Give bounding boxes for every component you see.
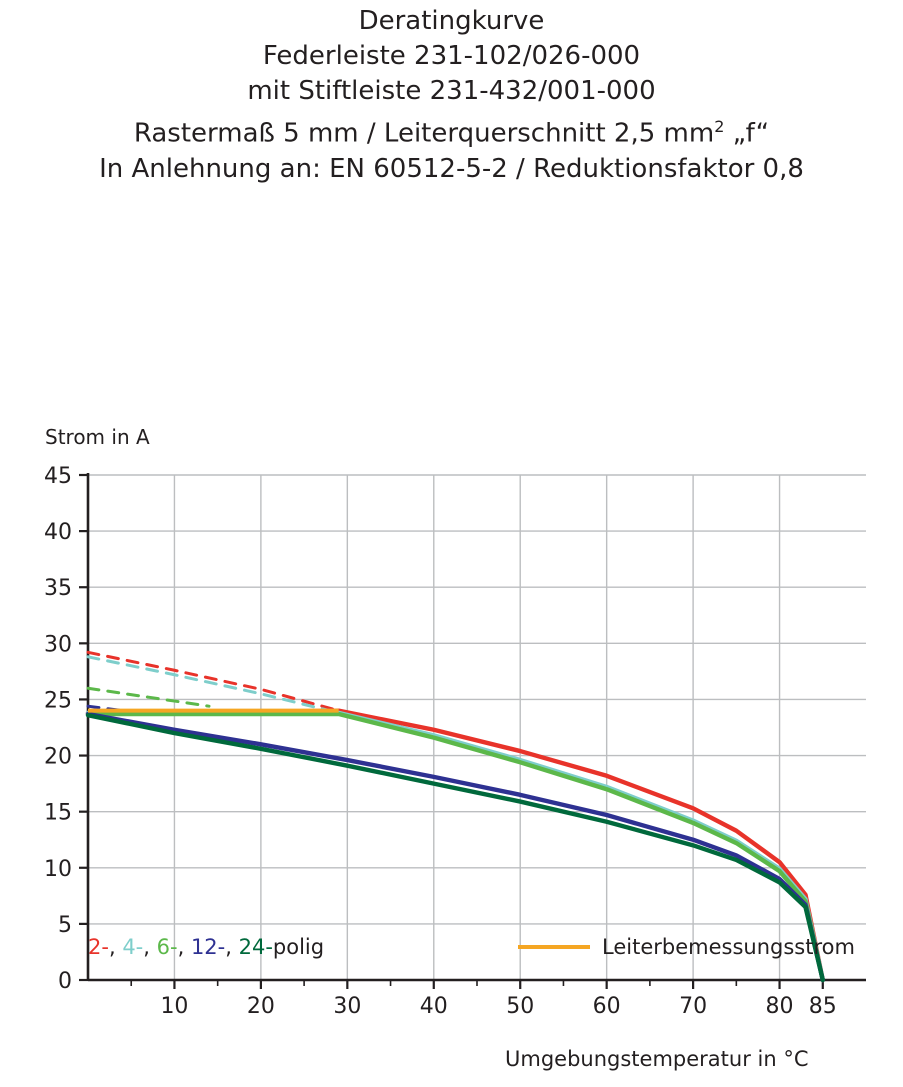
x-axis-label: Umgebungstemperatur in °C <box>505 1046 809 1071</box>
legend-polig-suffix: polig <box>272 935 325 959</box>
legend-sep-4: , <box>225 935 239 959</box>
legend-24-polig: 24- <box>238 935 273 959</box>
legend-sep-2: , <box>143 935 157 959</box>
title-line-1: Deratingkurve <box>358 6 545 36</box>
legend-6-polig: 6- <box>156 935 178 959</box>
legend-sep-1: , <box>108 935 123 959</box>
svg-text:25: 25 <box>44 688 72 714</box>
legend-rated-current <box>518 935 855 959</box>
svg-text:20: 20 <box>44 744 72 770</box>
svg-text:60: 60 <box>592 993 621 1019</box>
legend-sep-3: , <box>177 935 191 959</box>
svg-text:45: 45 <box>44 463 72 489</box>
svg-text:15: 15 <box>44 800 72 826</box>
title-line-4-suffix: „f“ <box>724 118 770 149</box>
legend-4-polig: 4- <box>122 935 144 959</box>
chart-legend <box>0 935 903 985</box>
svg-text:40: 40 <box>44 519 72 545</box>
svg-text:40: 40 <box>419 993 448 1019</box>
title-line-4-prefix: Rastermaß 5 mm / Leiterquerschnitt 2,5 mm <box>133 118 715 149</box>
title-line-2: Federleiste 231-102/026-000 <box>262 41 641 71</box>
title-line-5: In Anlehnung an: EN 60512-5-2 / Reduktionsfaktor 0,8 <box>99 153 804 184</box>
legend-rated-current-swatch <box>518 945 590 949</box>
svg-text:70: 70 <box>679 993 708 1019</box>
legend-series-poles <box>88 935 324 959</box>
svg-text:80: 80 <box>765 993 794 1019</box>
legend-rated-current-label: Leiterbemessungsstrom <box>602 935 855 959</box>
svg-text:85: 85 <box>808 993 837 1019</box>
svg-text:30: 30 <box>333 993 362 1019</box>
legend-12-polig: 12- <box>190 935 226 959</box>
title-line-3: mit Stiftleiste 231-432/001-000 <box>247 76 656 106</box>
svg-text:50: 50 <box>506 993 535 1019</box>
svg-text:30: 30 <box>44 631 72 657</box>
svg-text:10: 10 <box>44 856 72 882</box>
legend-2-polig: 2- <box>88 935 109 959</box>
title-line-4 <box>0 109 903 152</box>
svg-text:0: 0 <box>58 968 72 994</box>
y-axis-label: Strom in A <box>45 424 150 449</box>
chart-title-block <box>0 0 903 187</box>
svg-text:10: 10 <box>160 993 189 1019</box>
title-line-4-superscript: 2 <box>714 117 725 136</box>
svg-text:35: 35 <box>44 575 72 601</box>
svg-text:20: 20 <box>246 993 275 1019</box>
svg-text:5: 5 <box>58 912 72 938</box>
